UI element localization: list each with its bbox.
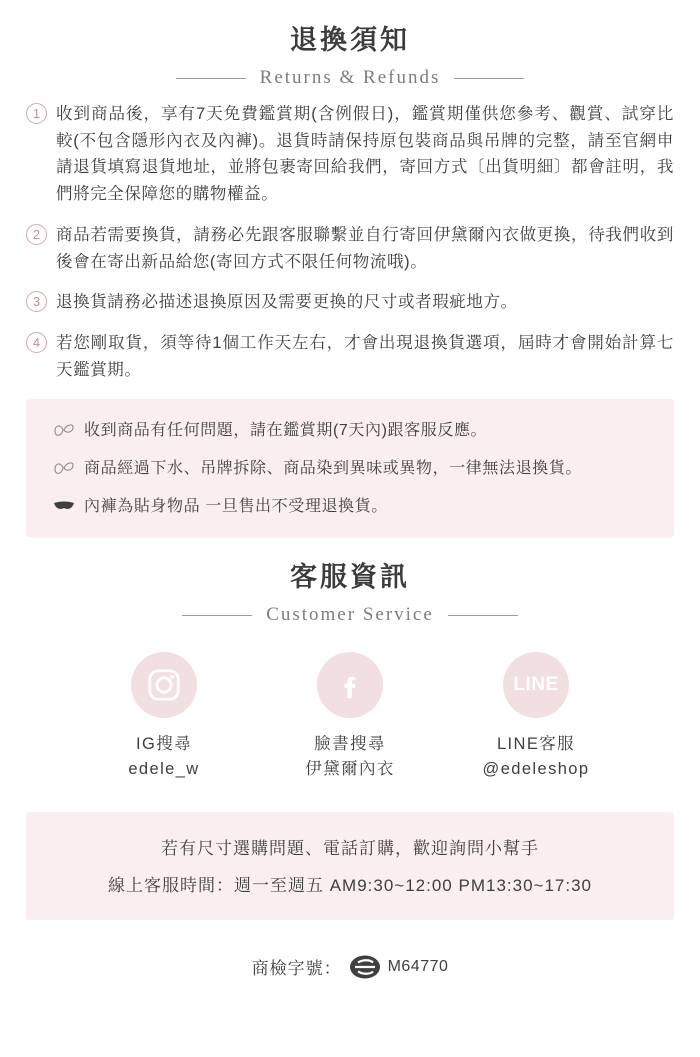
notice-item [52, 457, 648, 481]
facebook-badge [317, 652, 383, 718]
returns-title: 退換須知 [290, 25, 410, 55]
social-label-line2: edele_w [128, 760, 200, 779]
facebook-icon [331, 666, 369, 704]
social-channels [26, 652, 674, 782]
rule-right [448, 615, 518, 616]
notice-item [52, 495, 648, 519]
list-item-number: 4 [26, 332, 47, 353]
notice-item [52, 419, 648, 443]
social-item-facebook[interactable] [257, 652, 443, 782]
bsmi-code: M64770 [387, 957, 449, 975]
service-hours-line1: 若有尺寸選購問題、電話訂購，歡迎詢問小幫手 [161, 838, 539, 858]
list-item-text: 收到商品後，享有7天免費鑑賞期(含例假日)，鑑賞期僅供您參考、觀賞、試穿比較(不包含隱形內衣及內褲)。退貨時請保持原包裝商品與吊牌的完整，請至官網申請退貨填寫退貨地址，並將包裹寄回給我們，寄回方式〔出貨明細〕都會註明，我們將完全保障您的購物權益。 [56, 105, 674, 204]
returns-terms-list [26, 101, 674, 383]
service-hours-panel [26, 812, 674, 920]
line-badge [503, 652, 569, 718]
service-hours-line2: 線上客服時間：週一至週五 AM9:30~12:00 PM13:30~17:30 [107, 875, 592, 895]
notice-text: 商品經過下水、吊牌拆除、商品染到異味或異物，一律無法退換貨。 [84, 460, 583, 478]
returns-subtitle: Returns & Refunds [259, 67, 441, 88]
rule-right [454, 78, 524, 79]
notice-panel [26, 399, 674, 537]
bsmi-label: 商檢字號： [251, 959, 342, 979]
list-item [26, 330, 674, 383]
list-item [26, 222, 674, 275]
notice-text: 收到商品有任何問題，請在鑑賞期(7天內)跟客服反應。 [84, 422, 488, 440]
returns-subtitle-wrap [26, 67, 674, 89]
list-item-number: 3 [26, 291, 47, 312]
notice-text: 內褲為貼身物品 一旦售出不受理退換貨。 [84, 498, 388, 516]
list-item [26, 101, 674, 208]
list-item-number: 2 [26, 224, 47, 245]
rule-left [176, 78, 246, 79]
social-label-line2: @edeleshop [482, 760, 590, 779]
social-label-line1: IG搜尋 [135, 735, 193, 754]
line-icon: LINE [513, 674, 559, 696]
social-label-line2: 伊黛爾內衣 [305, 760, 395, 779]
service-title: 客服資訊 [290, 562, 410, 593]
rule-left [182, 615, 252, 616]
bsmi-footer [26, 954, 674, 980]
list-item [26, 289, 674, 316]
bow-icon [52, 459, 76, 479]
list-item-text: 若您剛取貨，須等待1個工作天左右，才會出現退換貨選項，屆時才會開始計算七天鑑賞期。 [56, 334, 674, 379]
panties-icon [52, 497, 76, 517]
social-label-line1: LINE客服 [496, 735, 576, 754]
instagram-badge [131, 652, 197, 718]
list-item-text: 商品若需要換貨，請務必先跟客服聯繫並自行寄回伊黛爾內衣做更換，待我們收到後會在寄出新品給您(寄回方式不限任何物流哦)。 [56, 225, 674, 271]
service-subtitle-wrap [26, 604, 674, 626]
service-subtitle: Customer Service [266, 604, 434, 626]
social-item-instagram[interactable] [71, 652, 257, 782]
list-item-number: 1 [26, 103, 47, 124]
social-item-line[interactable] [443, 652, 629, 782]
bow-icon [52, 421, 76, 441]
social-label-line1: 臉書搜尋 [314, 735, 386, 754]
list-item-text: 退換貨請務必描述退換原因及需要更換的尺寸或者瑕疵地方。 [56, 293, 518, 312]
instagram-icon [145, 666, 183, 704]
bsmi-mark-icon [348, 954, 382, 980]
